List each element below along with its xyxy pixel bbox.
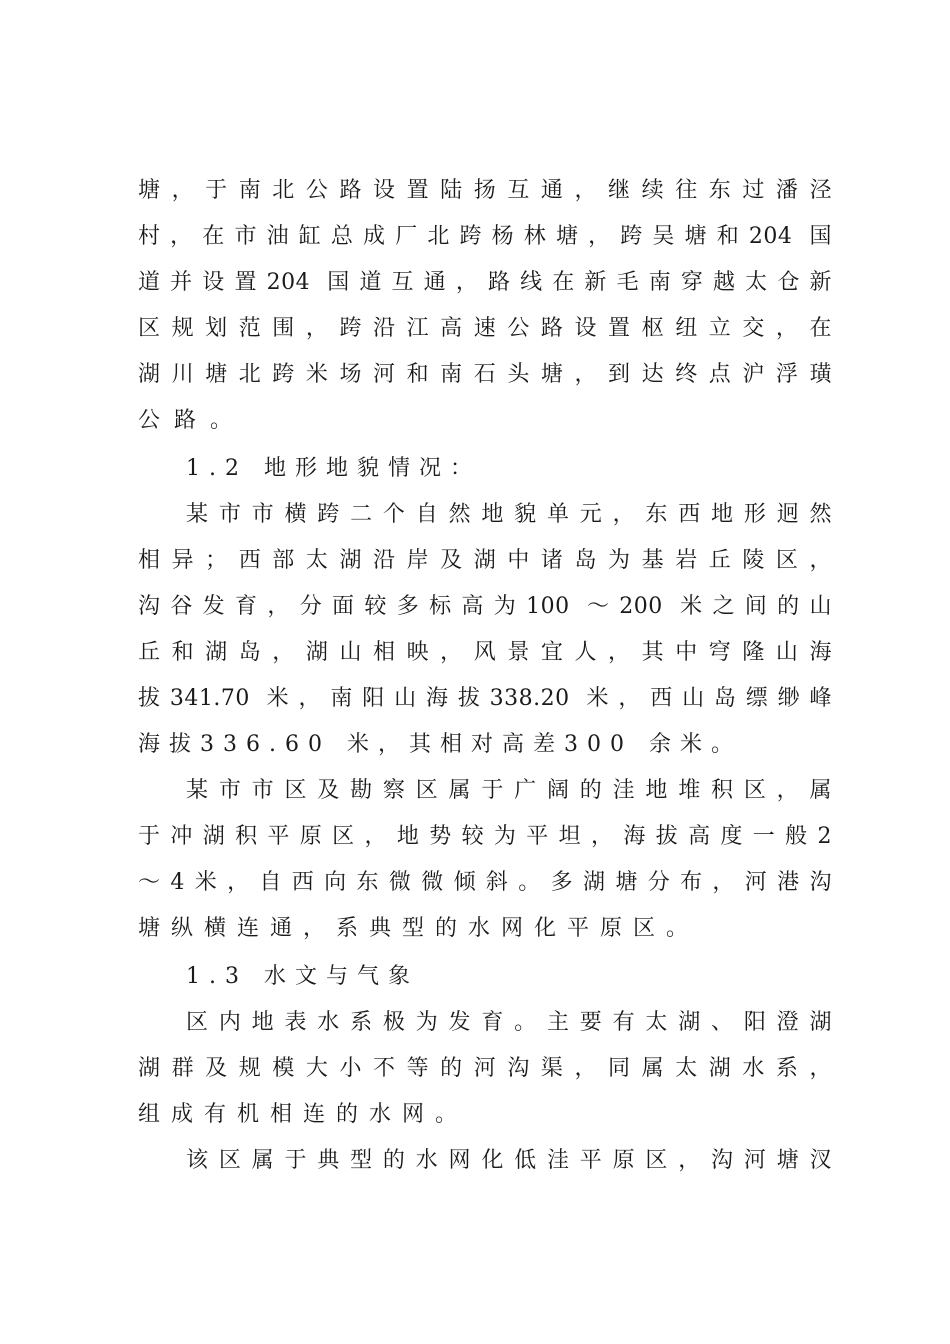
text-line: 湖群及规模大小不等的河沟渠，同属太湖水系，: [138, 1056, 832, 1081]
text-line: 道并设置204 国道互通，路线在新毛南穿越太仓新: [138, 270, 832, 295]
text-line: ～4米，自西向东微微倾斜。多湖塘分布，河港沟: [138, 870, 832, 895]
text-line: 区内地表水系极为发育。主要有太湖、阳澄湖: [186, 1010, 832, 1035]
text-line: 沟谷发育，分面较多标高为100 ～200 米之间的山: [138, 594, 832, 619]
text-line: 塘，于南北公路设置陆扬互通，继续往东过潘泾: [138, 178, 832, 203]
text-line: 湖川塘北跨米场河和南石头塘，到达终点沪浮璜: [138, 362, 832, 387]
text-line: 拔341.70 米，南阳山海拔338.20 米，西山岛缥缈峰: [138, 686, 832, 711]
text-line: 丘和湖岛，湖山相映，风景宜人，其中穹隆山海: [138, 640, 832, 665]
text-line: 区规划范围，跨沿江高速公路设置枢纽立交，在: [138, 316, 832, 341]
text-line: 某市市横跨二个自然地貌单元，东西地形迥然: [186, 502, 832, 527]
text-line: 村，在市油缸总成厂北跨杨林塘，跨吴塘和204 国: [138, 224, 832, 249]
text-line: 于冲湖积平原区，地势较为平坦，海拔高度一般2: [138, 824, 832, 849]
section-heading: 1.2 地形地貌情况：: [186, 456, 481, 481]
text-line: 该区属于典型的水网化低洼平原区，沟河塘汊: [186, 1148, 832, 1173]
text-line: 海拔336.60 米，其相对高差300 余米。: [138, 732, 742, 757]
text-line: 组成有机相连的水网。: [138, 1102, 469, 1127]
section-heading: 1.3 水文与气象: [186, 964, 419, 989]
text-line: 公路。: [138, 408, 247, 433]
text-line: 塘纵横连通，系典型的水网化平原区。: [138, 916, 700, 941]
text-line: 相异；西部太湖沿岸及湖中诸岛为基岩丘陵区，: [138, 548, 832, 573]
text-line: 某市市区及勘察区属于广阔的洼地堆积区，属: [186, 778, 832, 803]
